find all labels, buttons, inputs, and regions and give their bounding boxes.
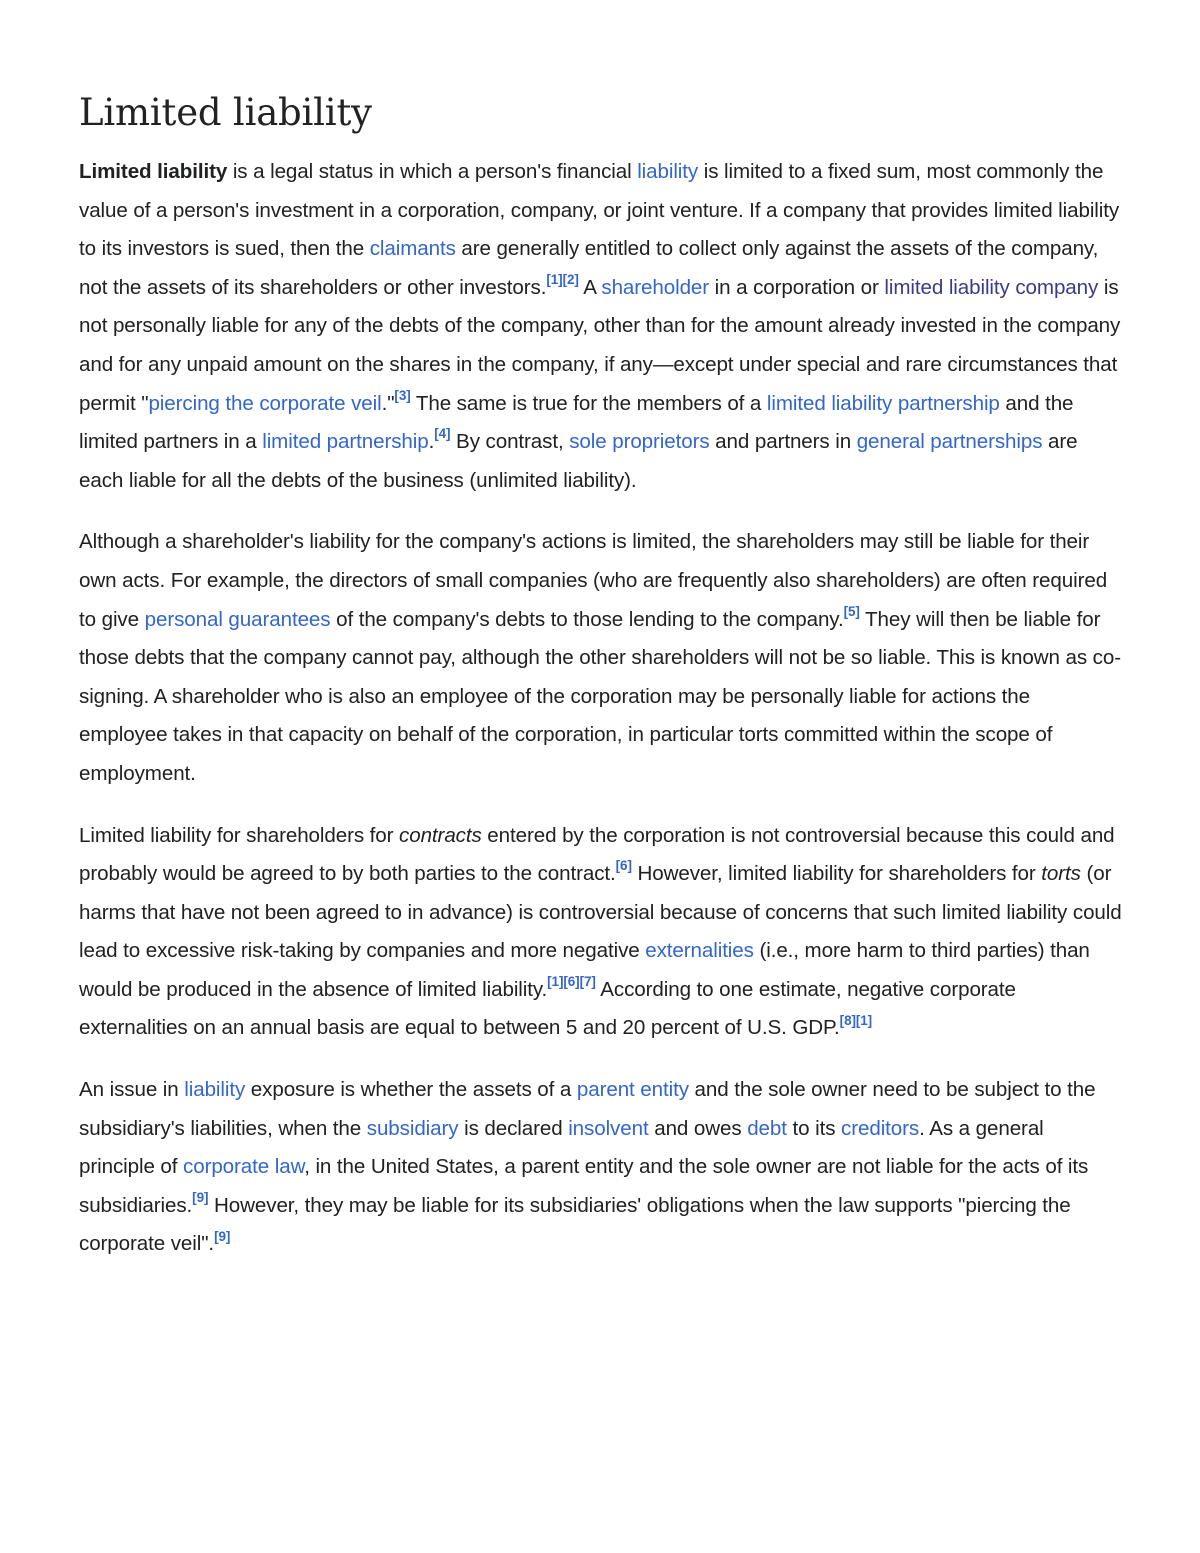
text: Limited liability for shareholders for bbox=[79, 823, 400, 847]
paragraph-parent-subsidiary bbox=[79, 1071, 1124, 1264]
link-creditors[interactable]: creditors bbox=[841, 1116, 920, 1140]
link-liability[interactable]: liability bbox=[637, 160, 699, 183]
text: and the sole owner need to be subject to the subsidiary's liabilities, when the bbox=[79, 1078, 1096, 1140]
link-shareholder[interactable]: shareholder bbox=[601, 275, 710, 299]
citation-link-4[interactable]: [4] bbox=[434, 426, 451, 442]
text: is a legal status in which a person's financial bbox=[227, 160, 638, 183]
citation bbox=[546, 272, 578, 287]
page-title: Limited liability bbox=[79, 91, 372, 134]
link-sole-proprietors[interactable]: sole proprietors bbox=[569, 430, 710, 454]
text: An issue in bbox=[79, 1078, 185, 1102]
text: and the limited partners in a bbox=[79, 391, 1074, 454]
citation-link-1[interactable]: [1] bbox=[547, 974, 564, 990]
text: (or harms that have not been agreed to in advance) is controversial because of concerns that such limited liability could lead to excessive risk-taking by companies and more negative bbox=[79, 862, 1122, 963]
text: is declared bbox=[458, 1116, 569, 1140]
text: is not personally liable for any of the debts of the company, other than for the amount already invested in the company and for any unpaid amount on the shares in the company, if any—except under special and rare circumstances that permit " bbox=[79, 275, 1121, 415]
citation-link-5[interactable]: [5] bbox=[843, 603, 860, 619]
citation bbox=[434, 426, 450, 441]
citation-link-3[interactable]: [3] bbox=[394, 387, 411, 403]
link-general-partnerships[interactable]: general partnerships bbox=[856, 430, 1043, 454]
text: is limited to a fixed sum, most commonly the value of a person's investment in a corporation, company, or joint venture. If a company that provides limited liability to its investors is sued, then the bbox=[79, 160, 1120, 261]
paragraph-shareholder-acts bbox=[79, 523, 1124, 793]
citation-link-9[interactable]: [9] bbox=[192, 1189, 209, 1205]
link-limited-liability-company[interactable]: limited liability company bbox=[884, 275, 1099, 299]
link-parent-entity[interactable]: parent entity bbox=[576, 1078, 689, 1102]
text: and partners in bbox=[709, 430, 857, 454]
citation-link-2[interactable]: [2] bbox=[562, 271, 579, 287]
paragraph-intro bbox=[79, 153, 1124, 500]
citation-link-1[interactable]: [1] bbox=[855, 1012, 873, 1028]
text: are each liable for all the debts of the business (unlimited liability). bbox=[79, 430, 1078, 492]
text: (i.e., more harm to third parties) than would be produced in the absence of limited liability. bbox=[79, 939, 1090, 1001]
citation-link-9[interactable]: [9] bbox=[214, 1228, 231, 1244]
text: . As a general principle of bbox=[79, 1116, 1044, 1179]
text: A bbox=[578, 275, 602, 299]
link-limited-liability-partnership[interactable]: limited liability partnership bbox=[766, 391, 1000, 415]
link-personal-guarantees[interactable]: personal guarantees bbox=[144, 607, 331, 631]
citation bbox=[192, 1190, 208, 1205]
text: to its bbox=[786, 1116, 842, 1140]
paragraph-contracts-torts bbox=[79, 817, 1124, 1049]
citation-link-6[interactable]: [6] bbox=[563, 974, 580, 990]
link-limited-partnership[interactable]: limited partnership bbox=[262, 430, 429, 454]
citation-link-7[interactable]: [7] bbox=[579, 974, 596, 990]
text: However, limited liability for shareholders for bbox=[631, 862, 1042, 886]
text: ." bbox=[381, 391, 395, 415]
text: By contrast, bbox=[450, 430, 570, 454]
citation bbox=[214, 1229, 230, 1244]
link-debt[interactable]: debt bbox=[747, 1116, 787, 1140]
text: They will then be liable for those debts that the company cannot pay, although the other shareholders will not be so liable. This is known as co-signing. A shareholder who is also an employee of the corporation may be personally liable for actions the employee takes in that capacity on behalf of the corporation, in particular torts committed within the scope of employment. bbox=[79, 607, 1121, 785]
link-piercing-corporate-veil[interactable]: piercing the corporate veil bbox=[148, 391, 382, 415]
text: of the company's debts to those lending to the company. bbox=[330, 607, 844, 631]
link-externalities[interactable]: externalities bbox=[645, 939, 754, 963]
citation bbox=[616, 858, 632, 873]
citation bbox=[394, 388, 410, 403]
text: The same is true for the members of a bbox=[410, 391, 767, 415]
link-liability[interactable]: liability bbox=[184, 1078, 246, 1102]
text: exposure is whether the assets of a bbox=[245, 1078, 577, 1102]
emphasis-contracts: contracts bbox=[399, 823, 482, 847]
citation-link-1[interactable]: [1] bbox=[546, 271, 563, 287]
text: , in the United States, a parent entity and the sole owner are not liable for the acts of its subsidiaries. bbox=[79, 1155, 1089, 1217]
text: . bbox=[428, 430, 435, 454]
emphasis-torts: torts bbox=[1041, 862, 1081, 886]
citation bbox=[840, 1013, 872, 1028]
text: However, they may be liable for its subsidiaries' obligations when the law supports "piercing the corporate veil". bbox=[79, 1193, 1071, 1256]
citation bbox=[547, 974, 596, 989]
link-subsidiary[interactable]: subsidiary bbox=[366, 1116, 459, 1140]
text: in a corporation or bbox=[709, 275, 885, 299]
citation-link-6[interactable]: [6] bbox=[615, 858, 632, 874]
bold-term: Limited liability bbox=[79, 160, 228, 183]
text: and owes bbox=[648, 1116, 748, 1140]
citation bbox=[844, 604, 860, 619]
link-corporate-law[interactable]: corporate law bbox=[183, 1155, 305, 1179]
text: are generally entitled to collect only against the assets of the company, not the assets of its shareholders or other investors. bbox=[79, 237, 1099, 299]
text: Although a shareholder's liability for the company's actions is limited, the shareholders may still be liable for their own acts. For example, the directors of small companies (who are frequently also shareholders) are often required to give bbox=[79, 530, 1108, 631]
article bbox=[79, 88, 1124, 1287]
citation-link-8[interactable]: [8] bbox=[839, 1012, 856, 1028]
link-insolvent[interactable]: insolvent bbox=[568, 1116, 649, 1140]
text: entered by the corporation is not controversial because this could and probably would be agreed to by both parties to the contract. bbox=[79, 823, 1115, 886]
text: According to one estimate, negative corporate externalities on an annual basis are equal to between 5 and 20 percent of U.S. GDP. bbox=[79, 977, 1016, 1040]
link-claimants[interactable]: claimants bbox=[369, 237, 456, 261]
